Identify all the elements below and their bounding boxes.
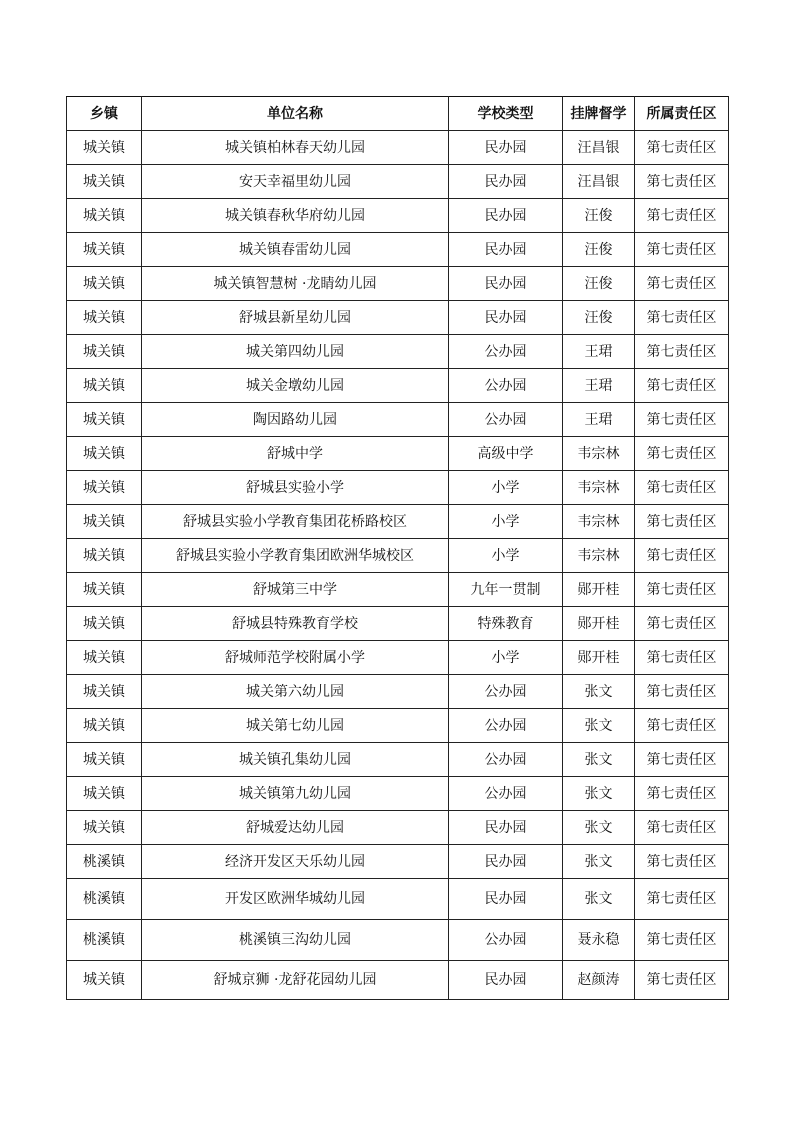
cell-town: 桃溪镇 [67, 879, 142, 920]
header-zone: 所属责任区 [635, 97, 729, 131]
cell-school-type: 民办园 [449, 879, 563, 920]
cell-zone: 第七责任区 [635, 471, 729, 505]
cell-supervisor: 王珺 [563, 369, 635, 403]
cell-town: 城关镇 [67, 777, 142, 811]
cell-school-type: 公办园 [449, 709, 563, 743]
cell-unit-name: 城关第六幼儿园 [142, 675, 449, 709]
table-row [67, 199, 729, 233]
cell-supervisor: 韦宗林 [563, 505, 635, 539]
cell-school-type: 高级中学 [449, 437, 563, 471]
table-row [67, 233, 729, 267]
cell-town: 城关镇 [67, 267, 142, 301]
cell-zone: 第七责任区 [635, 777, 729, 811]
cell-unit-name: 桃溪镇三沟幼儿园 [142, 920, 449, 961]
cell-supervisor: 汪昌银 [563, 131, 635, 165]
cell-unit-name: 城关镇第九幼儿园 [142, 777, 449, 811]
cell-supervisor: 张文 [563, 879, 635, 920]
cell-school-type: 民办园 [449, 131, 563, 165]
cell-unit-name: 城关镇孔集幼儿园 [142, 743, 449, 777]
cell-unit-name: 舒城京狮 ·龙舒花园幼儿园 [142, 961, 449, 1000]
cell-school-type: 民办园 [449, 165, 563, 199]
cell-zone: 第七责任区 [635, 539, 729, 573]
cell-zone: 第七责任区 [635, 641, 729, 675]
cell-school-type: 公办园 [449, 403, 563, 437]
table-row [67, 811, 729, 845]
table-row [67, 573, 729, 607]
cell-zone: 第七责任区 [635, 369, 729, 403]
cell-school-type: 民办园 [449, 233, 563, 267]
table-row [67, 505, 729, 539]
cell-unit-name: 舒城中学 [142, 437, 449, 471]
cell-school-type: 民办园 [449, 199, 563, 233]
header-unit-name: 单位名称 [142, 97, 449, 131]
cell-unit-name: 城关镇春雷幼儿园 [142, 233, 449, 267]
header-supervisor: 挂牌督学 [563, 97, 635, 131]
cell-zone: 第七责任区 [635, 743, 729, 777]
cell-supervisor: 韦宗林 [563, 539, 635, 573]
cell-town: 城关镇 [67, 539, 142, 573]
cell-unit-name: 开发区欧洲华城幼儿园 [142, 879, 449, 920]
cell-town: 城关镇 [67, 811, 142, 845]
cell-unit-name: 城关第四幼儿园 [142, 335, 449, 369]
table-row [67, 165, 729, 199]
cell-town: 城关镇 [67, 403, 142, 437]
table-row [67, 920, 729, 961]
cell-supervisor: 张文 [563, 675, 635, 709]
cell-town: 城关镇 [67, 471, 142, 505]
cell-town: 桃溪镇 [67, 920, 142, 961]
table-row [67, 961, 729, 1000]
cell-supervisor: 张文 [563, 845, 635, 879]
cell-unit-name: 经济开发区天乐幼儿园 [142, 845, 449, 879]
cell-school-type: 公办园 [449, 920, 563, 961]
cell-town: 城关镇 [67, 165, 142, 199]
cell-town: 城关镇 [67, 743, 142, 777]
table-header-row [67, 97, 729, 131]
table-row [67, 131, 729, 165]
cell-town: 城关镇 [67, 437, 142, 471]
cell-school-type: 公办园 [449, 675, 563, 709]
cell-supervisor: 张文 [563, 777, 635, 811]
cell-town: 城关镇 [67, 641, 142, 675]
table-row [67, 709, 729, 743]
table-row [67, 403, 729, 437]
cell-supervisor: 赵颜涛 [563, 961, 635, 1000]
cell-unit-name: 城关镇春秋华府幼儿园 [142, 199, 449, 233]
supervision-table-page [66, 96, 728, 1000]
table-row [67, 539, 729, 573]
header-town: 乡镇 [67, 97, 142, 131]
table-row [67, 301, 729, 335]
cell-zone: 第七责任区 [635, 845, 729, 879]
cell-school-type: 公办园 [449, 335, 563, 369]
cell-zone: 第七责任区 [635, 675, 729, 709]
cell-school-type: 公办园 [449, 743, 563, 777]
cell-unit-name: 城关第七幼儿园 [142, 709, 449, 743]
table-row [67, 743, 729, 777]
cell-zone: 第七责任区 [635, 267, 729, 301]
table-row [67, 607, 729, 641]
cell-unit-name: 城关镇智慧树 ·龙睛幼儿园 [142, 267, 449, 301]
table-row [67, 471, 729, 505]
cell-zone: 第七责任区 [635, 709, 729, 743]
cell-supervisor: 张文 [563, 811, 635, 845]
cell-unit-name: 安天幸福里幼儿园 [142, 165, 449, 199]
cell-school-type: 小学 [449, 471, 563, 505]
cell-school-type: 民办园 [449, 301, 563, 335]
cell-zone: 第七责任区 [635, 879, 729, 920]
table-row [67, 879, 729, 920]
cell-unit-name: 舒城爱达幼儿园 [142, 811, 449, 845]
cell-zone: 第七责任区 [635, 233, 729, 267]
cell-supervisor: 汪昌银 [563, 165, 635, 199]
cell-town: 城关镇 [67, 335, 142, 369]
table-row [67, 437, 729, 471]
cell-school-type: 民办园 [449, 811, 563, 845]
cell-unit-name: 舒城师范学校附属小学 [142, 641, 449, 675]
cell-supervisor: 张文 [563, 743, 635, 777]
cell-unit-name: 陶因路幼儿园 [142, 403, 449, 437]
cell-school-type: 民办园 [449, 267, 563, 301]
cell-zone: 第七责任区 [635, 961, 729, 1000]
header-school-type: 学校类型 [449, 97, 563, 131]
cell-school-type: 特殊教育 [449, 607, 563, 641]
cell-supervisor: 汪俊 [563, 301, 635, 335]
cell-town: 桃溪镇 [67, 845, 142, 879]
cell-unit-name: 舒城县特殊教育学校 [142, 607, 449, 641]
cell-town: 城关镇 [67, 709, 142, 743]
cell-unit-name: 舒城县实验小学教育集团欧洲华城校区 [142, 539, 449, 573]
cell-unit-name: 舒城县新星幼儿园 [142, 301, 449, 335]
cell-supervisor: 韦宗林 [563, 471, 635, 505]
cell-zone: 第七责任区 [635, 403, 729, 437]
cell-zone: 第七责任区 [635, 199, 729, 233]
cell-school-type: 小学 [449, 641, 563, 675]
cell-town: 城关镇 [67, 607, 142, 641]
cell-unit-name: 舒城第三中学 [142, 573, 449, 607]
cell-supervisor: 郧开桂 [563, 641, 635, 675]
cell-unit-name: 舒城县实验小学 [142, 471, 449, 505]
cell-supervisor: 郧开桂 [563, 573, 635, 607]
cell-zone: 第七责任区 [635, 165, 729, 199]
cell-zone: 第七责任区 [635, 505, 729, 539]
cell-town: 城关镇 [67, 675, 142, 709]
table-row [67, 369, 729, 403]
cell-supervisor: 王珺 [563, 403, 635, 437]
cell-supervisor: 聂永稳 [563, 920, 635, 961]
cell-supervisor: 王珺 [563, 335, 635, 369]
cell-school-type: 小学 [449, 505, 563, 539]
cell-supervisor: 汪俊 [563, 233, 635, 267]
cell-zone: 第七责任区 [635, 607, 729, 641]
table-row [67, 777, 729, 811]
cell-supervisor: 汪俊 [563, 267, 635, 301]
cell-unit-name: 城关金墩幼儿园 [142, 369, 449, 403]
cell-zone: 第七责任区 [635, 920, 729, 961]
table-row [67, 845, 729, 879]
cell-supervisor: 韦宗林 [563, 437, 635, 471]
cell-unit-name: 城关镇柏林春天幼儿园 [142, 131, 449, 165]
cell-zone: 第七责任区 [635, 131, 729, 165]
cell-zone: 第七责任区 [635, 573, 729, 607]
table-row [67, 675, 729, 709]
cell-supervisor: 张文 [563, 709, 635, 743]
cell-supervisor: 汪俊 [563, 199, 635, 233]
cell-zone: 第七责任区 [635, 301, 729, 335]
cell-town: 城关镇 [67, 199, 142, 233]
cell-town: 城关镇 [67, 233, 142, 267]
cell-town: 城关镇 [67, 131, 142, 165]
cell-school-type: 九年一贯制 [449, 573, 563, 607]
cell-town: 城关镇 [67, 301, 142, 335]
cell-school-type: 民办园 [449, 961, 563, 1000]
table-row [67, 641, 729, 675]
cell-town: 城关镇 [67, 573, 142, 607]
cell-unit-name: 舒城县实验小学教育集团花桥路校区 [142, 505, 449, 539]
cell-town: 城关镇 [67, 505, 142, 539]
cell-school-type: 民办园 [449, 845, 563, 879]
table-row [67, 267, 729, 301]
cell-supervisor: 郧开桂 [563, 607, 635, 641]
supervision-table [66, 96, 729, 1000]
table-row [67, 335, 729, 369]
cell-school-type: 公办园 [449, 777, 563, 811]
cell-zone: 第七责任区 [635, 437, 729, 471]
cell-zone: 第七责任区 [635, 811, 729, 845]
cell-school-type: 小学 [449, 539, 563, 573]
cell-town: 城关镇 [67, 961, 142, 1000]
cell-zone: 第七责任区 [635, 335, 729, 369]
cell-school-type: 公办园 [449, 369, 563, 403]
cell-town: 城关镇 [67, 369, 142, 403]
